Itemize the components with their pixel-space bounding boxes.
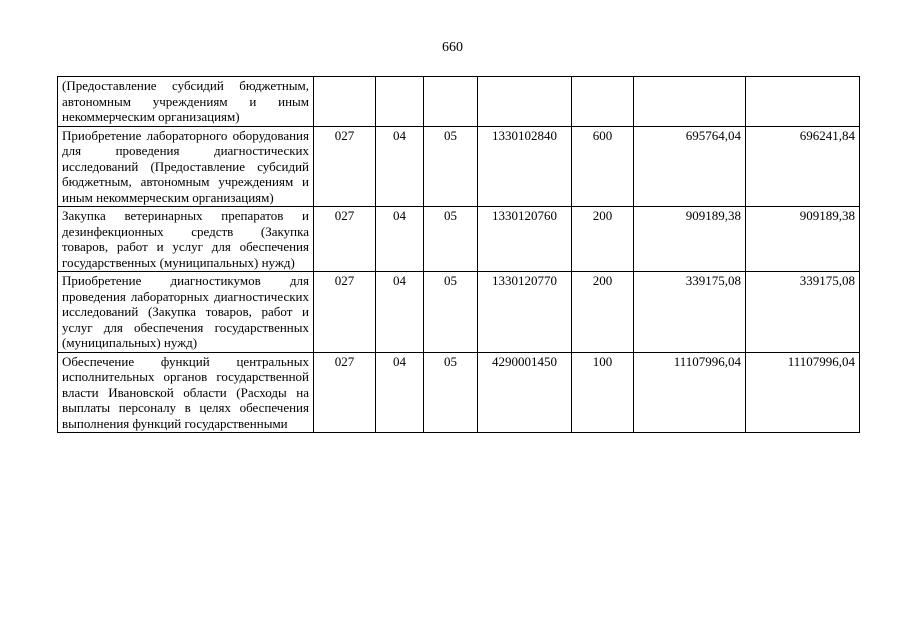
admin-code: 027 [314, 126, 376, 207]
target-article-code: 1330102840 [478, 126, 572, 207]
amount-year-2: 696241,84 [746, 126, 860, 207]
section-code: 04 [376, 126, 424, 207]
table-row [58, 352, 860, 433]
subsection-code: 05 [424, 352, 478, 433]
subsection-code: 05 [424, 126, 478, 207]
amount-year-2: 909189,38 [746, 207, 860, 272]
expense-type-code [572, 77, 634, 127]
table-row [58, 77, 860, 127]
amount-year-1 [634, 77, 746, 127]
amount-year-1: 909189,38 [634, 207, 746, 272]
target-article-code: 1330120770 [478, 272, 572, 353]
expense-type-code: 200 [572, 207, 634, 272]
section-code [376, 77, 424, 127]
target-article-code: 4290001450 [478, 352, 572, 433]
expense-description: Приобретение лабораторного оборудования для проведения диагностических исследований (Предоставление субсидий бюджетным, автономным учреждениям и иным некоммерческим организациям) [58, 126, 314, 207]
target-article-code: 1330120760 [478, 207, 572, 272]
expense-description: Обеспечение функций центральных исполнительных органов государственной власти Ивановской области (Расходы на выплаты персоналу в целях обеспечения выполнения функций государственными [58, 352, 314, 433]
admin-code: 027 [314, 272, 376, 353]
page-number: 660 [442, 40, 463, 55]
expense-description: Закупка ветеринарных препаратов и дезинфекционных средств (Закупка товаров, работ и услуг для обеспечения государственных (муниципальных) нужд) [58, 207, 314, 272]
amount-year-1: 11107996,04 [634, 352, 746, 433]
admin-code: 027 [314, 352, 376, 433]
section-code: 04 [376, 272, 424, 353]
target-article-code [478, 77, 572, 127]
amount-year-1: 339175,08 [634, 272, 746, 353]
table-row [58, 126, 860, 207]
subsection-code: 05 [424, 272, 478, 353]
section-code: 04 [376, 352, 424, 433]
expense-description: Приобретение диагностикумов для проведения лабораторных диагностических исследований (Закупка товаров, работ и услуг для обеспечения государственных (муниципальных) нужд) [58, 272, 314, 353]
subsection-code: 05 [424, 207, 478, 272]
expense-type-code: 200 [572, 272, 634, 353]
expense-type-code: 100 [572, 352, 634, 433]
admin-code [314, 77, 376, 127]
table-row [58, 207, 860, 272]
subsection-code [424, 77, 478, 127]
amount-year-2: 339175,08 [746, 272, 860, 353]
budget-table [57, 76, 860, 433]
admin-code: 027 [314, 207, 376, 272]
amount-year-2 [746, 77, 860, 127]
amount-year-2: 11107996,04 [746, 352, 860, 433]
section-code: 04 [376, 207, 424, 272]
expense-type-code: 600 [572, 126, 634, 207]
expense-description: (Предоставление субсидий бюджетным, автономным учреждениям и иным некоммерческим организациям) [58, 77, 314, 127]
amount-year-1: 695764,04 [634, 126, 746, 207]
table-row [58, 272, 860, 353]
